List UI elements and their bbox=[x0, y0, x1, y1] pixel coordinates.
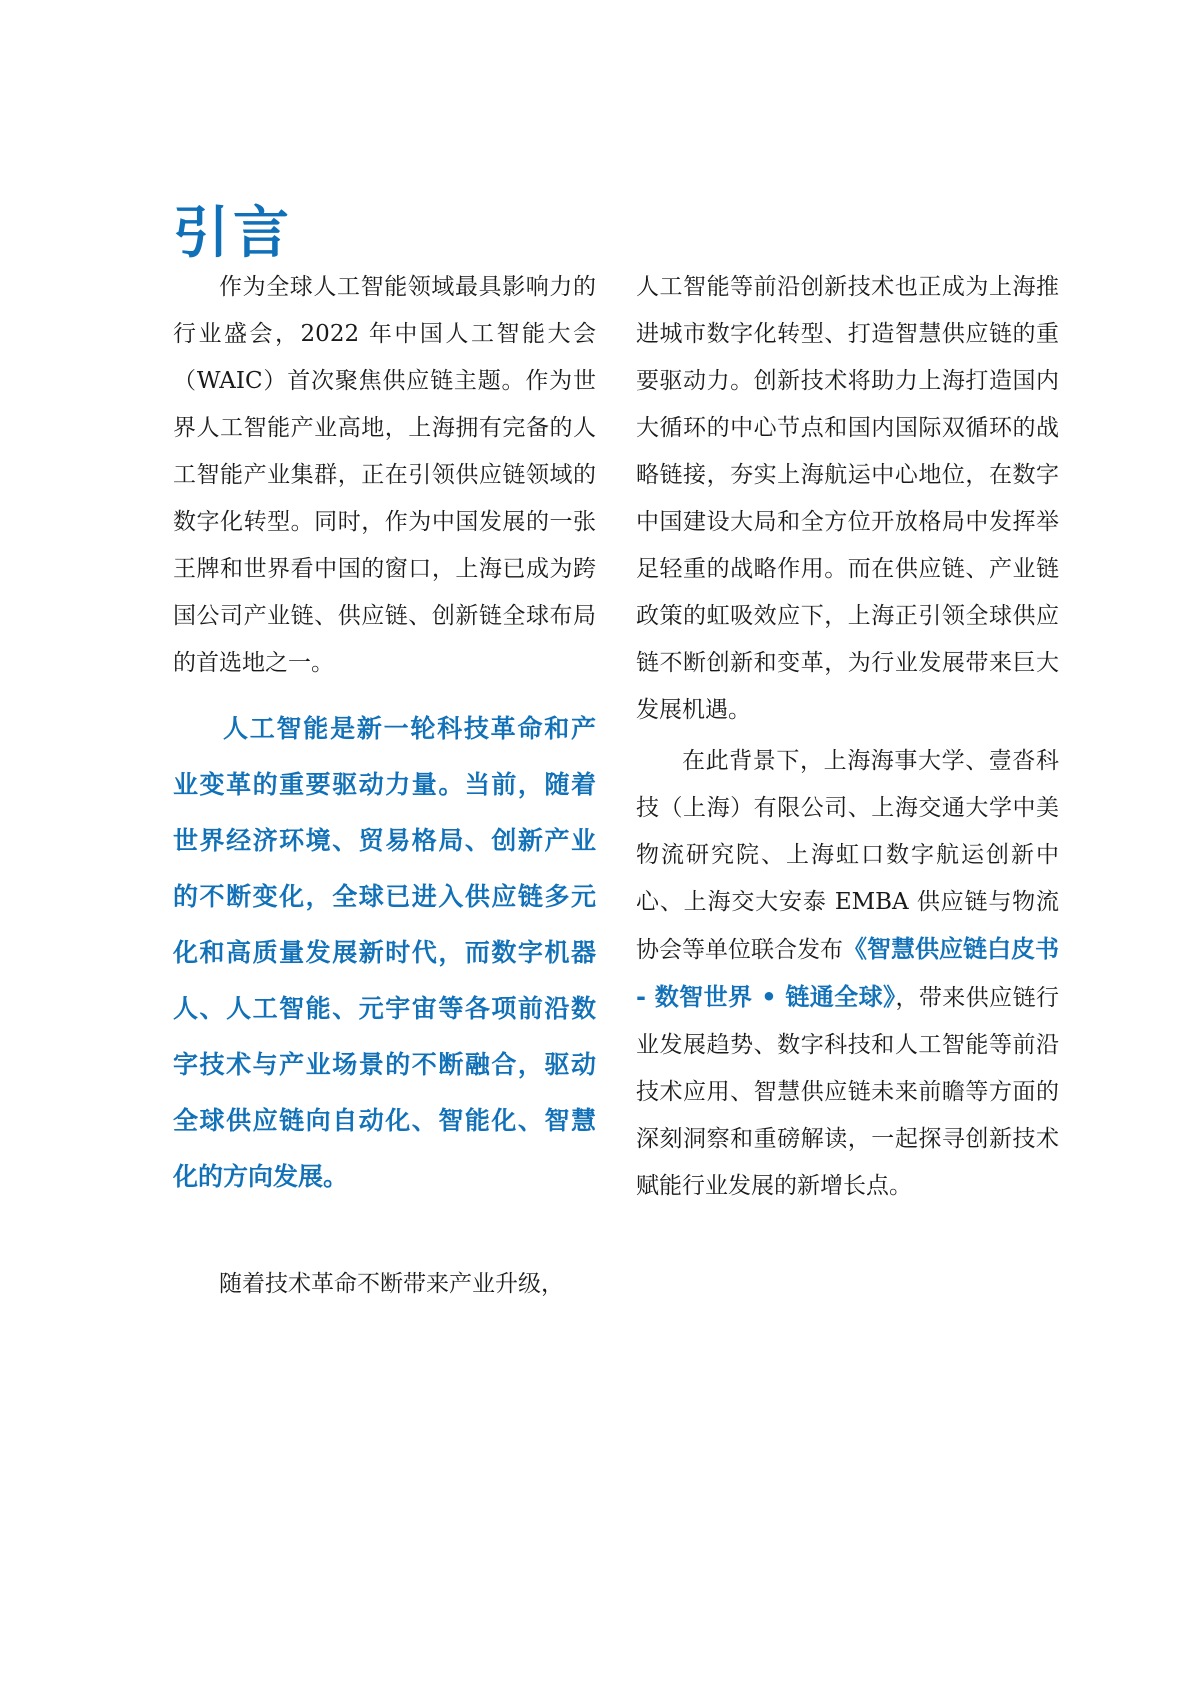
page-title: 引言 bbox=[173, 200, 293, 266]
release-text-after: ，带来供应链行业发展趋势、数字科技和人工智能等前沿技术应用、智慧供应链未来前瞻等方面的深刻洞察和重磅解读，一起探寻创新技术赋能行业发展的新增长点。 bbox=[636, 985, 1059, 1199]
right-column bbox=[636, 264, 1059, 1210]
paragraph-start: 随着技术革命不断带来产业升级， bbox=[219, 1271, 564, 1297]
whitepaper-title: 《智慧供应链白皮书 - 数智世界 • 链通全球》 bbox=[636, 935, 1059, 1011]
release-text-before: 在此背景下，上海海事大学、壹沓科技（上海）有限公司、上海交通大学中美物流研究院、上海虹口数字航运创新中心、上海交大安泰 EMBA 供应链与物流协会等单位联合发布 bbox=[636, 748, 1059, 963]
paragraph-continuation: 人工智能等前沿创新技术也正成为上海推进城市数字化转型、打造智慧供应链的重要驱动力。创新技术将助力上海打造国内大循环的中心节点和国内国际双循环的战略链接，夯实上海航运中心地位，在数字中国建设大局和全方位开放格局中发挥举足轻重的战略作用。而在供应链、产业链政策的虹吸效应下，上海正引领全球供应链不断创新和变革，为行业发展带来巨大发展机遇。 bbox=[636, 274, 1059, 723]
intro-paragraph: 作为全球人工智能领域最具影响力的行业盛会，2022 年中国人工智能大会（WAIC）首次聚焦供应链主题。作为世界人工智能产业高地，上海拥有完备的人工智能产业集群，正在引领供应链领域的数字化转型。同时，作为中国发展的一张王牌和世界看中国的窗口，上海已成为跨国公司产业链、供应链、创新链全球布局的首选地之一。 bbox=[173, 274, 596, 676]
release-paragraph bbox=[636, 738, 1059, 1210]
left-column bbox=[173, 264, 596, 1308]
highlight-paragraph: 人工智能是新一轮科技革命和产业变革的重要驱动力量。当前，随着世界经济环境、贸易格局、创新产业的不断变化，全球已进入供应链多元化和高质量发展新时代，而数字机器人、人工智能、元宇宙等各项前沿数字技术与产业场景的不断融合，驱动全球供应链向自动化、智能化、智慧化的方向发展。 bbox=[173, 714, 596, 1191]
